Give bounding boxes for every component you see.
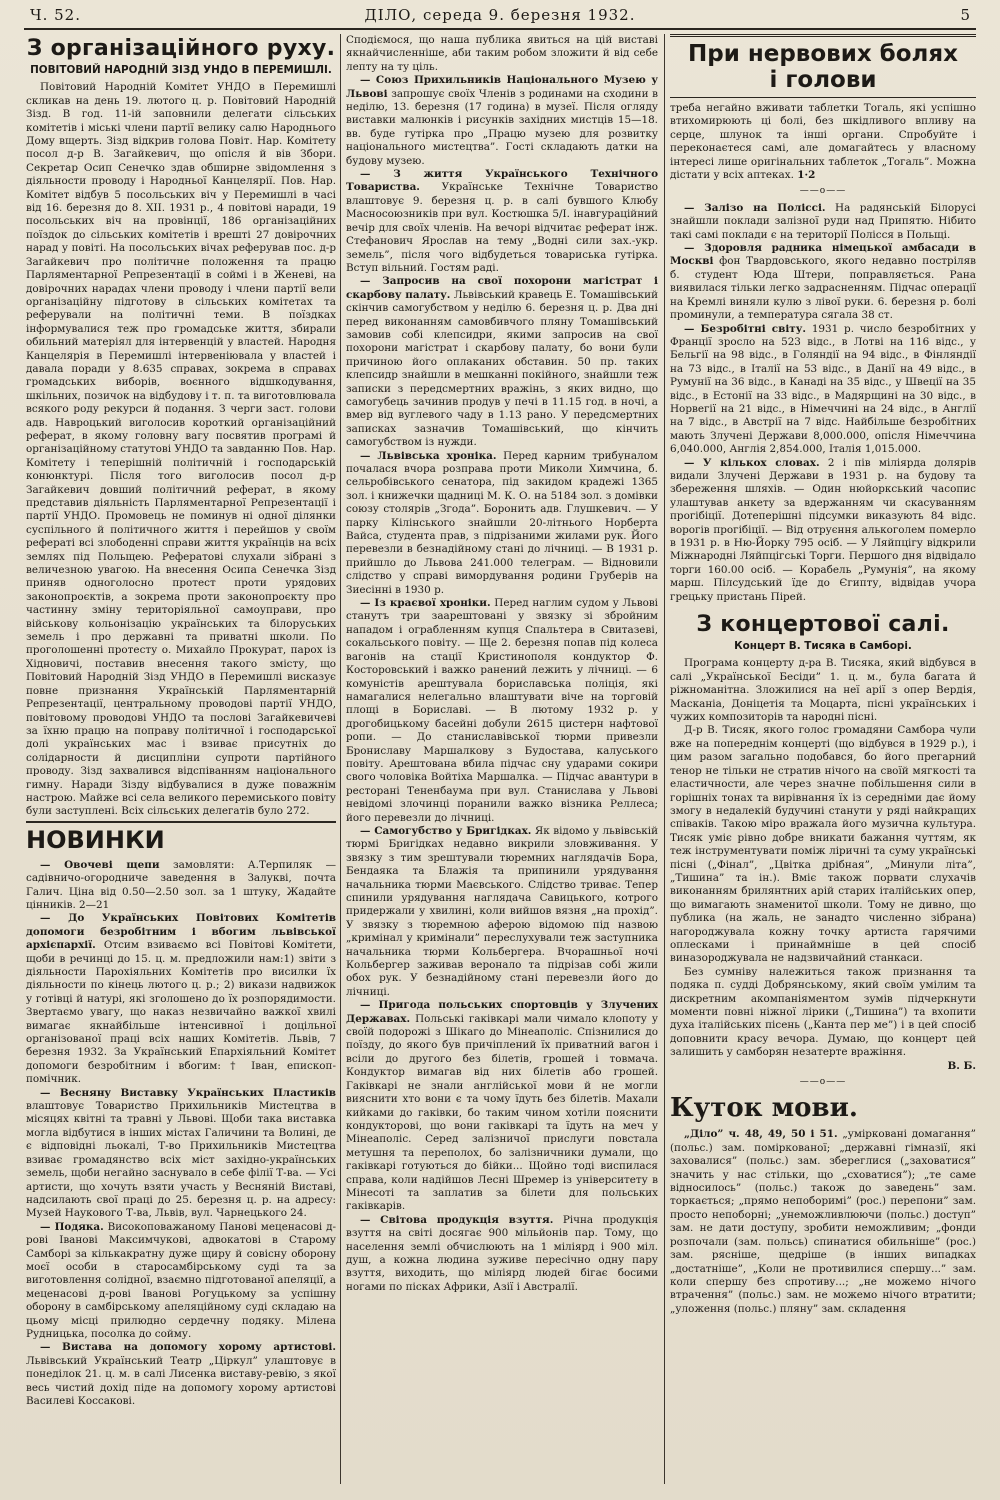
advertisement-togal [670, 34, 976, 98]
news-item: — Львівська хроніка. Перед карним трибуналом почалася вчора розправа проти Миколи Химчина, б. сельробівського сенатора, під закидом крадежі 1365 зол. і книжечки щадниці М. К. О. на 5184 зол. з домівки союзу столярів „Згода”. Боронить адв. Глушкевич. — У парку Кілінського знайшли 20-літнього Норберта Вайса, студента прав, з підрізаними жилами рук. Його перевезли в безнадійному стані до лічниці. — В 1931 р. прийшло до Львова 241.000 телеграм. — Відновили слідство у справі вимордування родини Груберів на Зиесінні в 1930 р. [346, 449, 658, 596]
news-item: — Із краєвої хроніки. Перед наглим судом у Львові станутъ три заарештовані у звязку зі збройним нападом і ограбленням купця Спальтера в Свитазеві, сокальського повіту. — Ще 2. березня попав під колеса вагонів на стації Кристинополя кондуктор Ф. Косторовський і важко ранений лежить у лічниці. — 6 комуністів арештувала бориславська поліція, які намагалися нелегально влаштувати віче на торговій площі в Бориславі. — В лютому 1932 р. у дрогобицькому басейні добули 2615 цистерн нафтової ропи. — До станиславівської тюрми привезли Брониславу Маршалкову з Будостава, калуського повіту. Арештована вбила підчас сну ударами сокири свого чоловіка Войтіха Маршалка. — Підчас авантури в ресторані Тененбаума при вул. Станислава у Львові невідомі злочинці поранили важко візника Реллеса; його перевезли до лічниці. [346, 597, 658, 824]
news-item: — З життя Українського Технічного Товариства. Українське Технічне Товариство влаштовує 9. березня ц. р. в салі бувшого Клюбу Масносоюзників при вул. Костюшка 5/І. інавгураційний вечір для своїх членів. На вечорі відчитає реферат інж. Стефанович Ярослав на тему „Водні сили зах.-укр. земель”, після чого відбудеться товариська гутірка. Вступ вільний. Гостям раді. [346, 168, 658, 274]
article-title-concert: З концертової салі. [696, 612, 950, 638]
column-rule-2 [664, 34, 665, 1484]
news-item: — Вистава на допомогу хорому артистові. Львівський Український Театр „Ціркул” улаштовує в понеділок 21. ц. м. в салі Лисенка виставу-ревію, з якої весь чистий дохід піде на допомогу хорому артистові Василеві Коссаковi. [26, 1341, 336, 1407]
ad-code: 1·2 [797, 169, 816, 182]
column-rule-1 [340, 34, 341, 1484]
article-subtitle-concert: Концерт В. Тисяка в Самборі. [734, 640, 912, 653]
news-item: — Запросив на свої похорони магістрат і скарбову палату. Львівський кравець Е. Томашівський скінчив самогубством у неділю 6. березня ц. р. Два дні перед виконанням самовбивчого пляну Томашівський замовив собі клепсидри, якими запросив на свої похорони магістрат і скарбову палату, бо вони були причиною його оплаканих обставин. 50 пр. таких клепсидр знайшли в мешканні покійного, знайшли теж записки з передсмертних вражінь, з яких видно, що самогубець зачинив продув у печі в 11.15 год. в ночі, а вмер від вуглевого чаду в 1.13 рано. У передсмертних записках зазначив Томашівський, що кінчить самогубством із нужди. [346, 275, 658, 449]
news-continuation: Сподіємося, що наша публика явиться на цій виставі якнайчисленніше, аби таким робом зложити й від себе лепту на ту ціль. [346, 34, 658, 73]
page-header [24, 4, 976, 30]
news-item: — Здоровля радника німецької амбасади в Москві фон Твардовського, якого недавно постріляв б. студент Юда Штери, поправляється. Рана виявилася тільки легко задрасненням. Підчас операції на Кремлі виняли кулю з лівої руки. 6. березня р. болі проминули, а температура сягала 38 ст. [670, 242, 976, 322]
language-corner-text: „Діло” ч. 48, 49, 50 і 51. „умірковані домагання” (польс.) зам. поміркованої; „державні гімназії, які заховалися” (польс.) зам. зберeглися („заховатися” значить у нас стільки, що „сховатися”); „те саме відносилось” (польс.) також до заведень” зам. торкається; „прямо непоборимі” (рос.) перепони” зам. просто непоборні; „унеможливлюючи (польс.) доступ” зам. не дати доступу, зробити неможливим; „фонди розпочали (зам. польсь) спинатися обильніше” (рос.) зам. рясніше, щедріше (в інших випадках „достатніше”, „Коли не противилися спершу...” зам. коли спершу без спротиву...; „не можемо нічого втрачення” (польс.) зам. не можемо нічого втратити; „уложення (польс.) пляну” зам. складення [670, 1128, 976, 1315]
news-item: — Залізо на Поліссі. На радянській Білорусі знайшли поклади залізної руди над Припятю. Нібито такі самі поклади є на території Полісся в Польщі. [670, 201, 976, 241]
ad-title-line2: і голови [769, 67, 877, 93]
concert-signature: В. Б. [947, 1059, 976, 1072]
news-item: — Безробітні світу. 1931 р. число безробітних у Франції зросло на 523 відс., в Лотві на 116 відс., у Бельгії на 98 відс., в Голяндії на 94 відс., в Фінляндії на 73 відс., в Італії на 53 відс., в Данії на 49 відс., в Румунії на 36 відс., в Канаді на 35 відс., у Швеції на 35 відс., в Естонії на 33 відс., в Мадярщині на 30 відс., в Норвегії на 21 відс., в Німеччині на 24 відс., в Англії на 7 відс., в Австрії на 7 відс. Найбільше безробітних мають Злучені Держави 8,000.000, опісля Німеччина 6,040.000, Англія 2,854.000, Італія 1,015.000. [670, 322, 976, 456]
news-item: — До Українських Повітових Комітетів допомоги безробітним і вбогим львівської архієпархії. Отсим взиваємо всі Повітові Комітети, щоби в речинці до 15. ц. м. предложили нам:1) звіти з діяльности Парохіяльних Комітетів про висилки їх діяльности по кінець лютого ц. р.; 2) викази надвижок у готівці й натурі, які зголошено до їх розпорядимости. Звертаємо увагу, що наказ незвичайно важкої хвилі вимагає якнайбільше інтенсивної і доцільної організованої праці всіх наших Комітетів. Львів, 7 березня 1932. За Український Епархіяльний Комітет допомоги безробітним і вбогим: † Іван, епископ-помічник. [26, 912, 336, 1086]
news-item: — Весняну Виставку Українських Пластиків влаштовує Товариство Прихильників Мистецтва в місяцях квітні та травні у Львові. Щоби така виставка могла відбутися в інших містах Галичини та Волині, де є відповідні льокалі, Т-во Прихильників Мистецтва взиває громадянство всіх міст західно-українських земель, щоби негайно заснувало в себе філії Т-ва. — Усі артисти, що хочуть взяти участь у Весняній Виставі, надсилають свої праці до 25. березня ц. р. на адресу: Музей Наукового Т-ва, Львів, вул. Чарнецького 24. [26, 1086, 336, 1220]
article-subtitle-congress: ПОВІТОВИЙ НАРОДНІЙ ЗІЗД УНДО В ПЕРЕМИШЛІ. [30, 64, 332, 76]
column-2 [346, 34, 658, 1494]
news-item: — Овочеві щепи замовляти: А.Терпиляк — садівничо-огородниче заведення в Залукві, почта Галич. Ціна від 0.50—2.50 зол. за 1 штуку, Жадайте цінників. 2—21 [26, 858, 336, 911]
news-item: — Союз Прихильників Національного Музею у Львові запрошує своїх Членів з родинами на сходини в неділю, 13. березня (17 година) в музеї. Після огляду виставки малюнків і рисунків західних мистців 15—18. вв. буде гутірка про „Працю музею для розвитку національного мистецтва”. Гості складають датки на будову музею. [346, 74, 658, 167]
column-1 [26, 34, 336, 1494]
concert-paragraph: Без сумніву належиться також признання та подяка п. судді Добрянському, який своїм умілим та дискретним акомпаніяментом зумів підчеркнути моменти повні ніжної лірики („Тишина”) та вхопити духа італійських пісень („Канта пер ме”) і в цей спосіб доповнити красу вечора. Думаю, що концерт цей залишить у самборян незатерте вражіння. [670, 965, 976, 1059]
news-item: — Подяка. Високоповажаному Панові меценасові д-рові Іванові Максимчукові, адвокатові в Старому Самборі за кількакратну дуже щиру й совісну оборону моєї особи в старосамбірському суді та за виготовлення солідної, взаємно підготованої апеляції, а меценасові д-рові Іванові Рогуцькому за успішну оборону в самбірському апеляційному суді складаю на цьому місці прилюдно сердечну подяку. Мілена Рудницька, посолка до сойму. [26, 1220, 336, 1340]
section-title-language-corner: Куток мови. [670, 1093, 858, 1124]
page-number: 5 [960, 6, 970, 24]
separator: ——o—— [799, 186, 847, 197]
ad-title-line1: При нервових болях [688, 41, 958, 67]
news-item: — У кількох словах. 2 і пів міліярда долярів видали Злучені Держави в 1931 р. на будову та збереження шляхів. — Один нюйоркський часопис улаштував анкету за вдержанням чи скасуванням прогібіції. Дотеперішні підсумки виказують 84 відс. ворогів прогібіції. — Від отруєння алькоголем померло в 1931 р. в Ню-Йорку 795 осіб. — У Ляйпцігу відкрили Міжнародні Ляйпцігські Торги. Першого дня відвідало торги 160.00 осіб. — Корабель „Румунія”, на якому марш. Пілсудський їде до Єгипту, відвідав учора грецьку пристань Пірей. [670, 456, 976, 603]
news-item: — Світова продукція взуття. Річна продукція взуття на світі досягає 900 мільйонів пар. Тому, що населення землі обчислюють на 1 міліярд і 900 міл. душ, а кожна людина зуживе пересічно одну пару взуття, виходить, що міліярд людей бігає босими ногами по пісках Африки, Азії і Австралії. [346, 1213, 658, 1293]
issue-number: Ч. 52. [30, 6, 81, 24]
column-3 [670, 34, 976, 1494]
ad-text: треба негайно вживати таблетки Тогаль, які успішно втихомирюють ці болі, без шкідливого впливу на серце, шлунок та інші органи. Спробуйте і переконаєтеся самі, але домагайтесь у власному інтересі лише оригінальних таблеток „Тогаль”. Можна дістати у всіх аптеках. 1·2 [670, 102, 976, 182]
masthead-date: ДІЛО, середа 9. березня 1932. [364, 6, 636, 24]
concert-paragraph: Програма концерту д-ра В. Тисяка, який відбувся в салі „Української Бесіди” 1. ц. м., була багата й ріжноманітна. Зложилися на неї арії з опер Вердія, Масканіа, Доніцетія та Моцарта, пісні українських і чужих композиторів та народні пісні. [670, 657, 976, 724]
news-item: — Пригода польських спортовців у Злучених Державах. Польські гаківкарі мали чимало клопоту у своїй подорожі з Шікаго до Мінеаполіс. Спізнилися до поїзду, до якого був причіплений їх приватний вагон і всіли до другого без білетів, грошей і товмача. Кондуктор вимагав від них білетів або грошей. Гаківкарі не знали англійської мови й не могли вияснити хто вони є та чому їдуть без білетів. Махали кийками до гаківки, бо таким чином хотіли пояснити кондукторові, що вони гаківкарі та їдуть на меч у Мінеаполіс. Серед залізничої прислуги повстала метушня та переполох, бо залізничники думали, що гаківкарі готуються до бійки... Щойно тоді виспилася справа, коли надійшов Лесні Шремер із університету в Мінесоті та заплатив за білети для польських гаківкарів. [346, 999, 658, 1213]
article-title-organizational: З організаційного руху. [26, 36, 336, 61]
article-body-congress: Повітовий Народній Комітет УНДО в Перемишлі скликав на день 19. лютого ц. р. Повітовий Народній Зізд. В год. 11-ій заповнили делегати сільських комітетів і міські члени партії велику салю Народнього Дому вщерть. Зізд відкрив голова Повіт. Нар. Комітету посол д-р В. Загайкевич, що опісля й вів Збори. Секретар Осип Сенечко здав обширне звідомлення з діяльности проводу і Народньої Канцелярії. Пов. Нар. Комітет відбув 5 посольських віч у Перемишлі в часі від 16. березня до 8. XII. 1931 р., 4 повітові наради, 19 посольських віч на провінції, 186 організаційних поїздок до сільських комітетів і врешті 27 довірочних нарад у повіті. На посольських вічах реферував пос. д-р Загайкевич про політичне положення та працю Парляментарної Репрезентації в соймі і в Женеві, на довірочних нарадах члени проводу і члени партії вели організаційну підготову в сільських комітетах та реферували на політичні теми. В поїздках інформувалися теж про громадське життя, збирали обильний матеріял для інтервенцій у властей. Народня Канцелярія в Перемишлі інтервеніювала у властей і давала поради у 8.635 справах, зокрема в справах громадських виборів, воєнного відшкодування, шкільних, позичок на відбудову і т. п. та виготовлювала всякого роду рекурси й подання. З черги заст. голови адв. Навроцький виголосив короткий організаційний реферат, в якому головну вагу посвятив програмі й організаційному статутові УНДО та завданню Пов. Нар. Комітету і теперішній політичній і господарській конюнктурі. Після того виголосив посол д-р Загайкевич довший політичний реферат, в якому представив діяльність Парляментарної Репрезентації і партії УНДО. Промовець не поминув ні одної ділянки суспільного й політичного життя і перейшов у своїм рефераті всі злободенні справи життя українців на всіх землях під Польщею. Рефератові слухали зібрані з величезною увагою. На внесення Осипа Сенечка Зізд приняв одноголосно протест проти урядових законопроєктів, а зокрема проти законопроєкту про частинну зміну територіяльної самоуправи, про військову кольонізацію українських та білоруських земель і про державні та приватні школи. По проголошенні протесту о. Михайло Прокурат, парох із Хідновичі, поставив внесення такого змісту, що Повітовий Народній Зізд УНДО в Перемишлі висказує повне признання Українській Парляментарній Репрезентації, центральному проводові партії УНДО, повітовому проводові УНДО та послові Загайкевичеві за їхню працю на поправу політичної і господарської долі українських мас і взиває присутніх до солідарности й дисципліни супроти партійного проводу. Зізд захвалився відспіванням національного гимну. Наради Зізду відбувалися в дуже поважнім настрою. Майже всі села великого перемиського повіту були заступлені. Всіх сільських делегатів було 272. [26, 81, 336, 818]
separator: ——o—— [799, 1077, 847, 1088]
news-item: — Самогубство у Бригідках. Як відомо у львівській тюрмі Бригідках недавно викрили зловживання. У звязку з тим зрештували тюремних наглядачів Бора, Бендаяка та Блажія та припинили урядування начальника тюрми Маєвського. Слідство триває. Тепер спинили урядування наглядача Савицького, котрого придержали у хвилині, коли вийшов вязня „на прохід”. У звязку з тюремною аферою відомою під назвою „кримінал у кримінали” переслухували теж заступника начальника тюрми Кольбергера. Вчорашньої ночі Кольбергер заживав веронало та підрізав собі жили обох рук. У безнадійному стані перевезли його до лічниці. [346, 824, 658, 998]
section-title-news: НОВИНКИ [26, 821, 336, 855]
concert-paragraph: Д-р В. Тисяк, якого голос громадяни Самбора чули вже на попереднім концерті (що відбувся в 1929 р.), і цим разом загально подобався, бо його прегарний тенор не тільки не стратив нічого на своїй мягкості та еластичности, але через значне побільшення сили в горішніх тонах та вирівнання їх із середніми дає йому змогу в недалекій будучині станути у ряді найкращих співаків. Такою міро вражала його музична культура. Тисяк уміє рівно добре вникати бажання чуттям, як теж інструментувати поміж ліричні та суму українські пісні („Фінал”, „Цвітка дрібная”, „Минули літа”, „Тишина” та ін.). Вміє також порвати слухачів виконанням брилянтних арій старих італійських опер, що вимагають знаменитої школи. Тому не дивно, що публика (на жаль, не занадто численно зібрана) нагороджувала кожну точку артиста гарячими оплесками і принаймніше в цей спосіб виназороджувала не надзвичайний станкаси. [670, 724, 976, 965]
